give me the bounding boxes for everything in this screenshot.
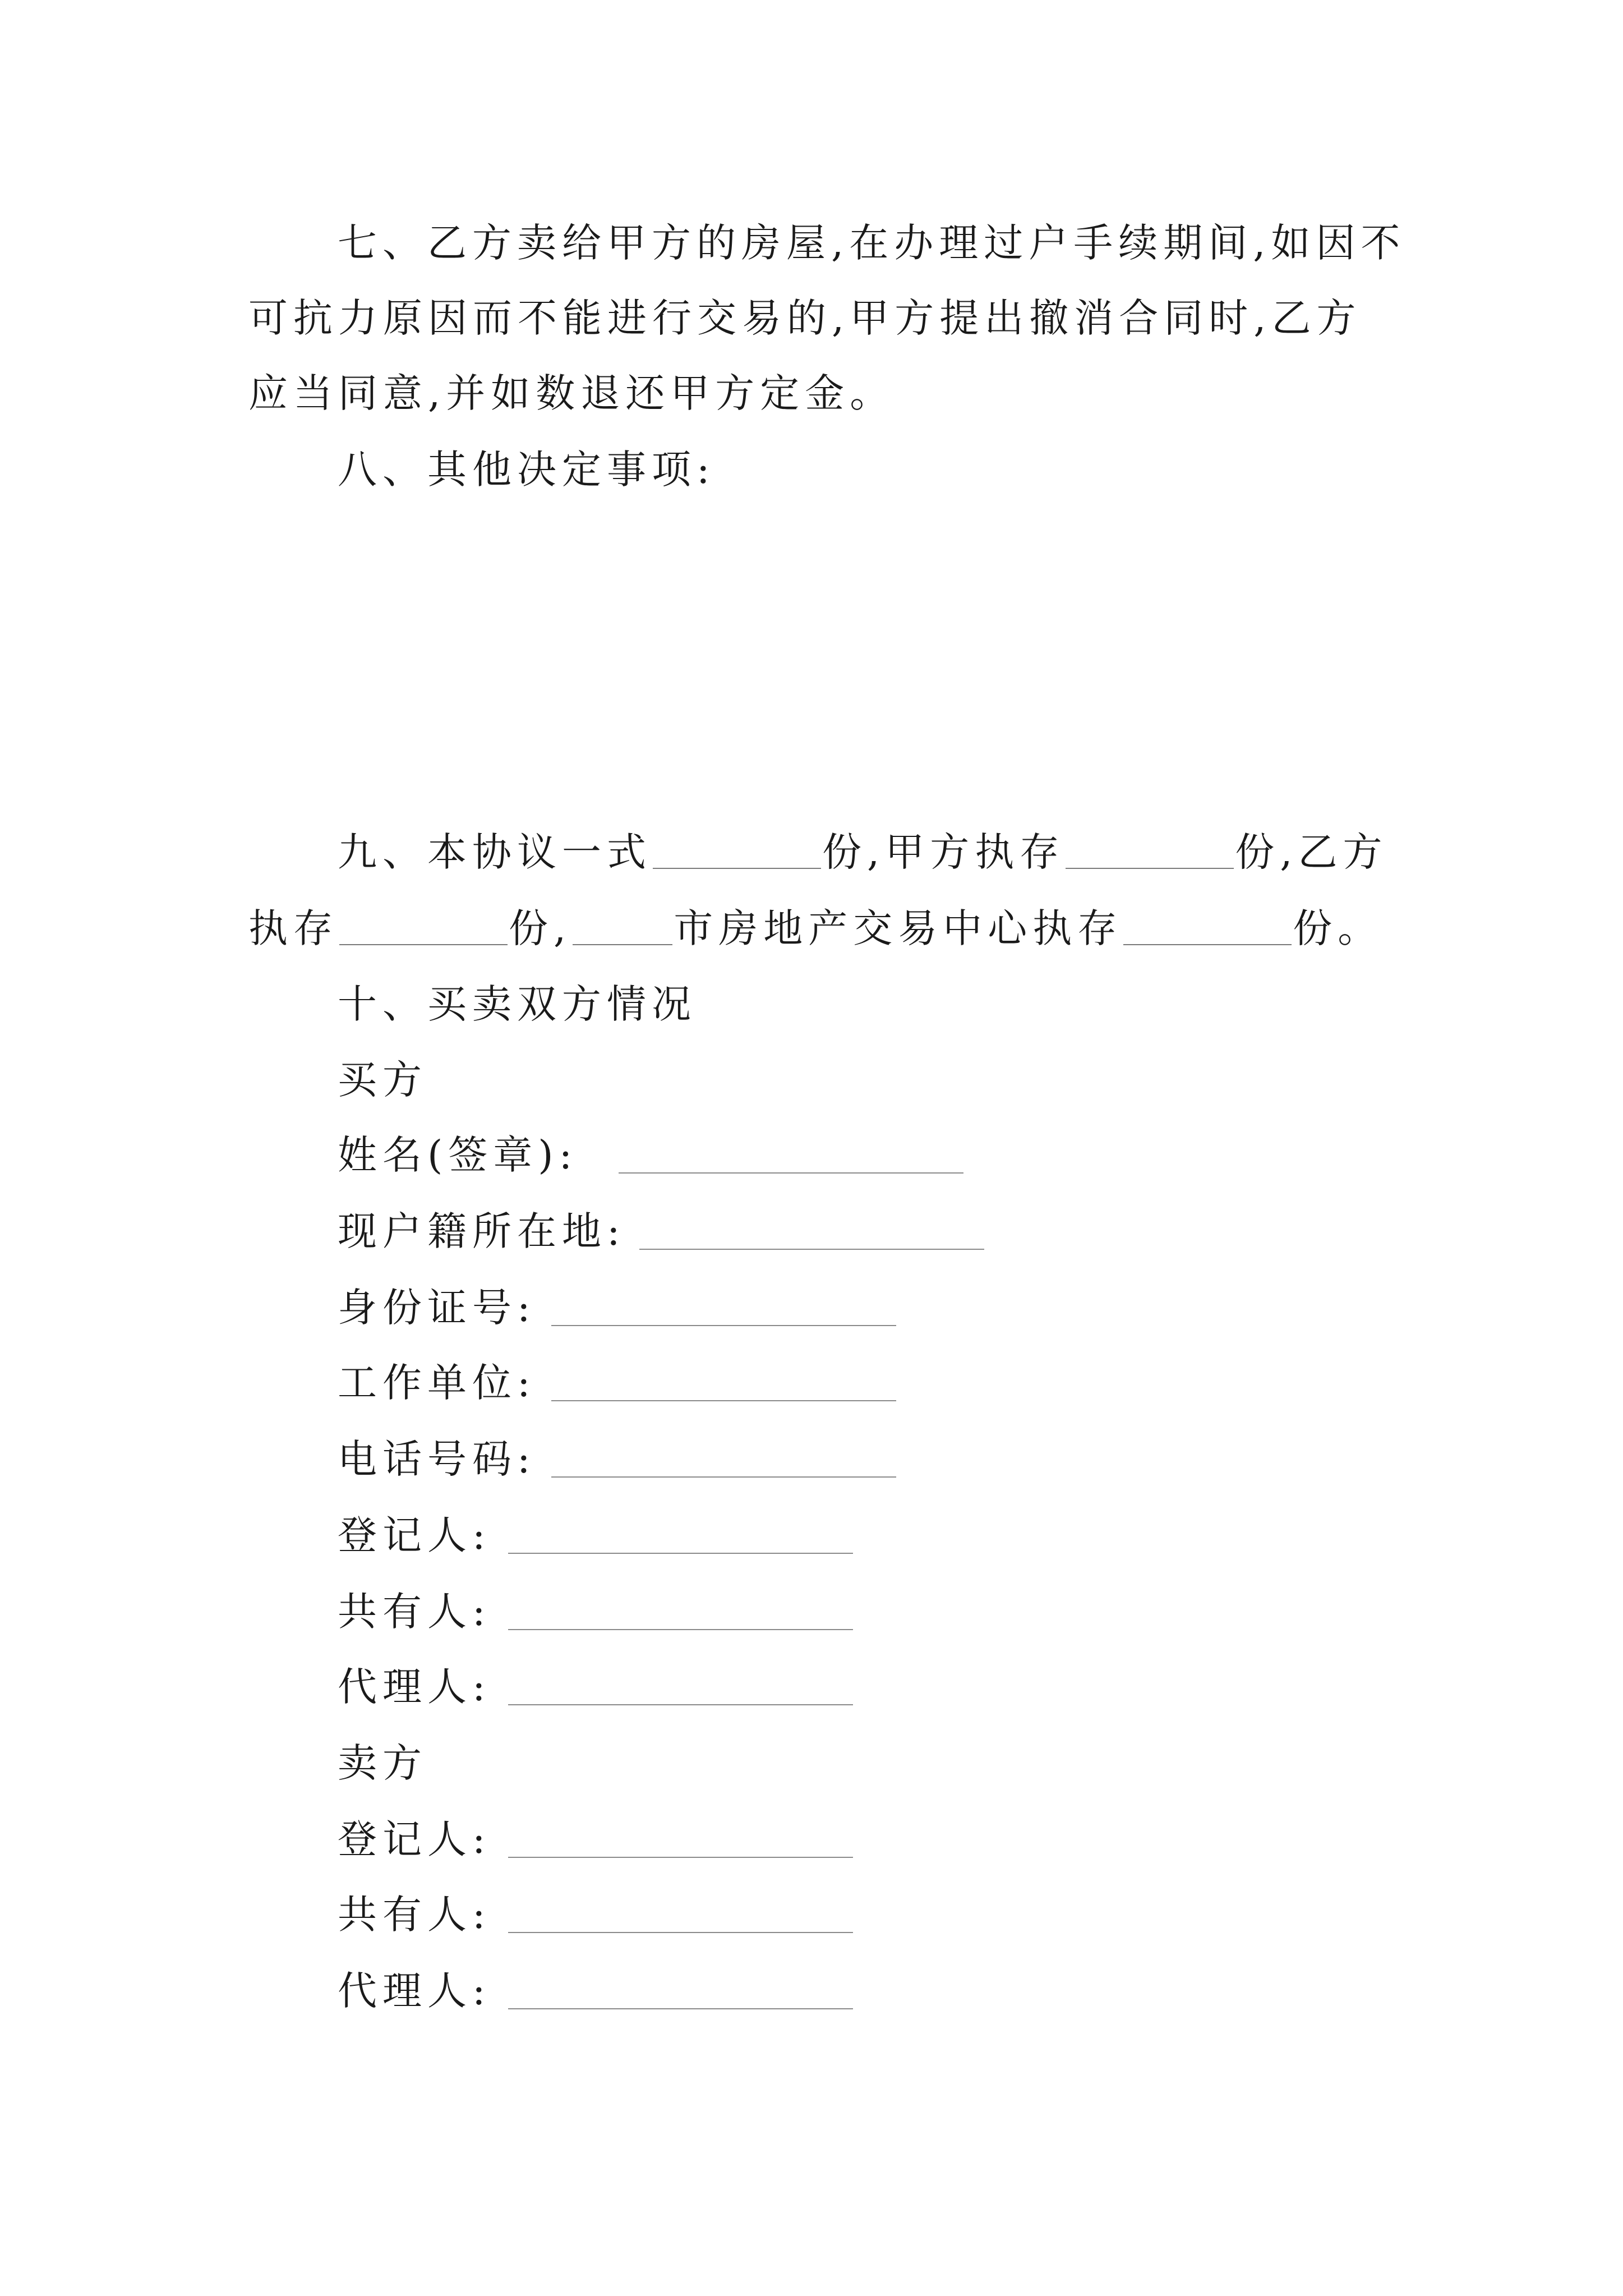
buyer-phone-label: 电话号码: <box>338 1436 536 1482</box>
clause-9-text-f: 市房地产交易中心执存 <box>674 905 1123 951</box>
city-name-blank[interactable] <box>573 944 672 945</box>
clause-8-heading: 八、其他决定事项: <box>338 447 716 493</box>
copies-party-a-blank[interactable] <box>1066 868 1234 869</box>
buyer-residence-label: 现户籍所在地: <box>338 1208 626 1254</box>
clause-9-text-d: 执存 <box>248 905 338 951</box>
buyer-co-owner-blank[interactable] <box>508 1629 853 1630</box>
seller-heading: 卖方 <box>338 1740 427 1786</box>
seller-agent-blank[interactable] <box>508 2008 853 2009</box>
buyer-residence-blank[interactable] <box>639 1249 984 1250</box>
buyer-name-label: 姓名(签章): <box>338 1132 578 1178</box>
clause-7-line-2: 可抗力原因而不能进行交易的,甲方提出撤消合同时,乙方 <box>248 295 1362 341</box>
clause-7-line-1: 七、乙方卖给甲方的房屋,在办理过户手续期间,如因不 <box>338 220 1406 266</box>
buyer-id-number-label: 身份证号: <box>338 1285 536 1331</box>
buyer-employer-label: 工作单位: <box>338 1360 536 1406</box>
clause-9-text-e: 份, <box>509 905 572 951</box>
buyer-co-owner-label: 共有人: <box>338 1589 491 1635</box>
buyer-name-blank[interactable] <box>619 1172 963 1174</box>
buyer-id-number-blank[interactable] <box>551 1325 896 1326</box>
buyer-employer-blank[interactable] <box>551 1400 896 1401</box>
clause-7-line-3: 应当同意,并如数退还甲方定金。 <box>248 370 895 416</box>
buyer-registrant-blank[interactable] <box>508 1553 853 1554</box>
buyer-registrant-label: 登记人: <box>338 1512 491 1558</box>
seller-co-owner-label: 共有人: <box>338 1892 491 1938</box>
seller-co-owner-blank[interactable] <box>508 1932 853 1933</box>
clause-9-text-c: 份,乙方 <box>1235 829 1388 875</box>
copies-exchange-center-blank[interactable] <box>1123 944 1292 945</box>
seller-agent-label: 代理人: <box>338 1968 491 2014</box>
clause-9-line-1 <box>338 829 1388 875</box>
copies-party-b-blank[interactable] <box>339 944 508 945</box>
copies-total-blank[interactable] <box>653 868 821 869</box>
clause-9-text-g: 份。 <box>1293 905 1383 951</box>
seller-registrant-label: 登记人: <box>338 1816 491 1862</box>
clause-9-text-a: 九、本协议一式 <box>338 829 652 875</box>
buyer-agent-blank[interactable] <box>508 1704 853 1705</box>
clause-10-heading: 十、买卖双方情况 <box>338 981 697 1027</box>
seller-registrant-blank[interactable] <box>508 1857 853 1858</box>
clause-9-text-b: 份,甲方执存 <box>822 829 1065 875</box>
buyer-heading: 买方 <box>338 1057 427 1103</box>
buyer-agent-label: 代理人: <box>338 1664 491 1710</box>
clause-9-line-2 <box>248 905 1383 951</box>
buyer-phone-blank[interactable] <box>551 1476 896 1478</box>
